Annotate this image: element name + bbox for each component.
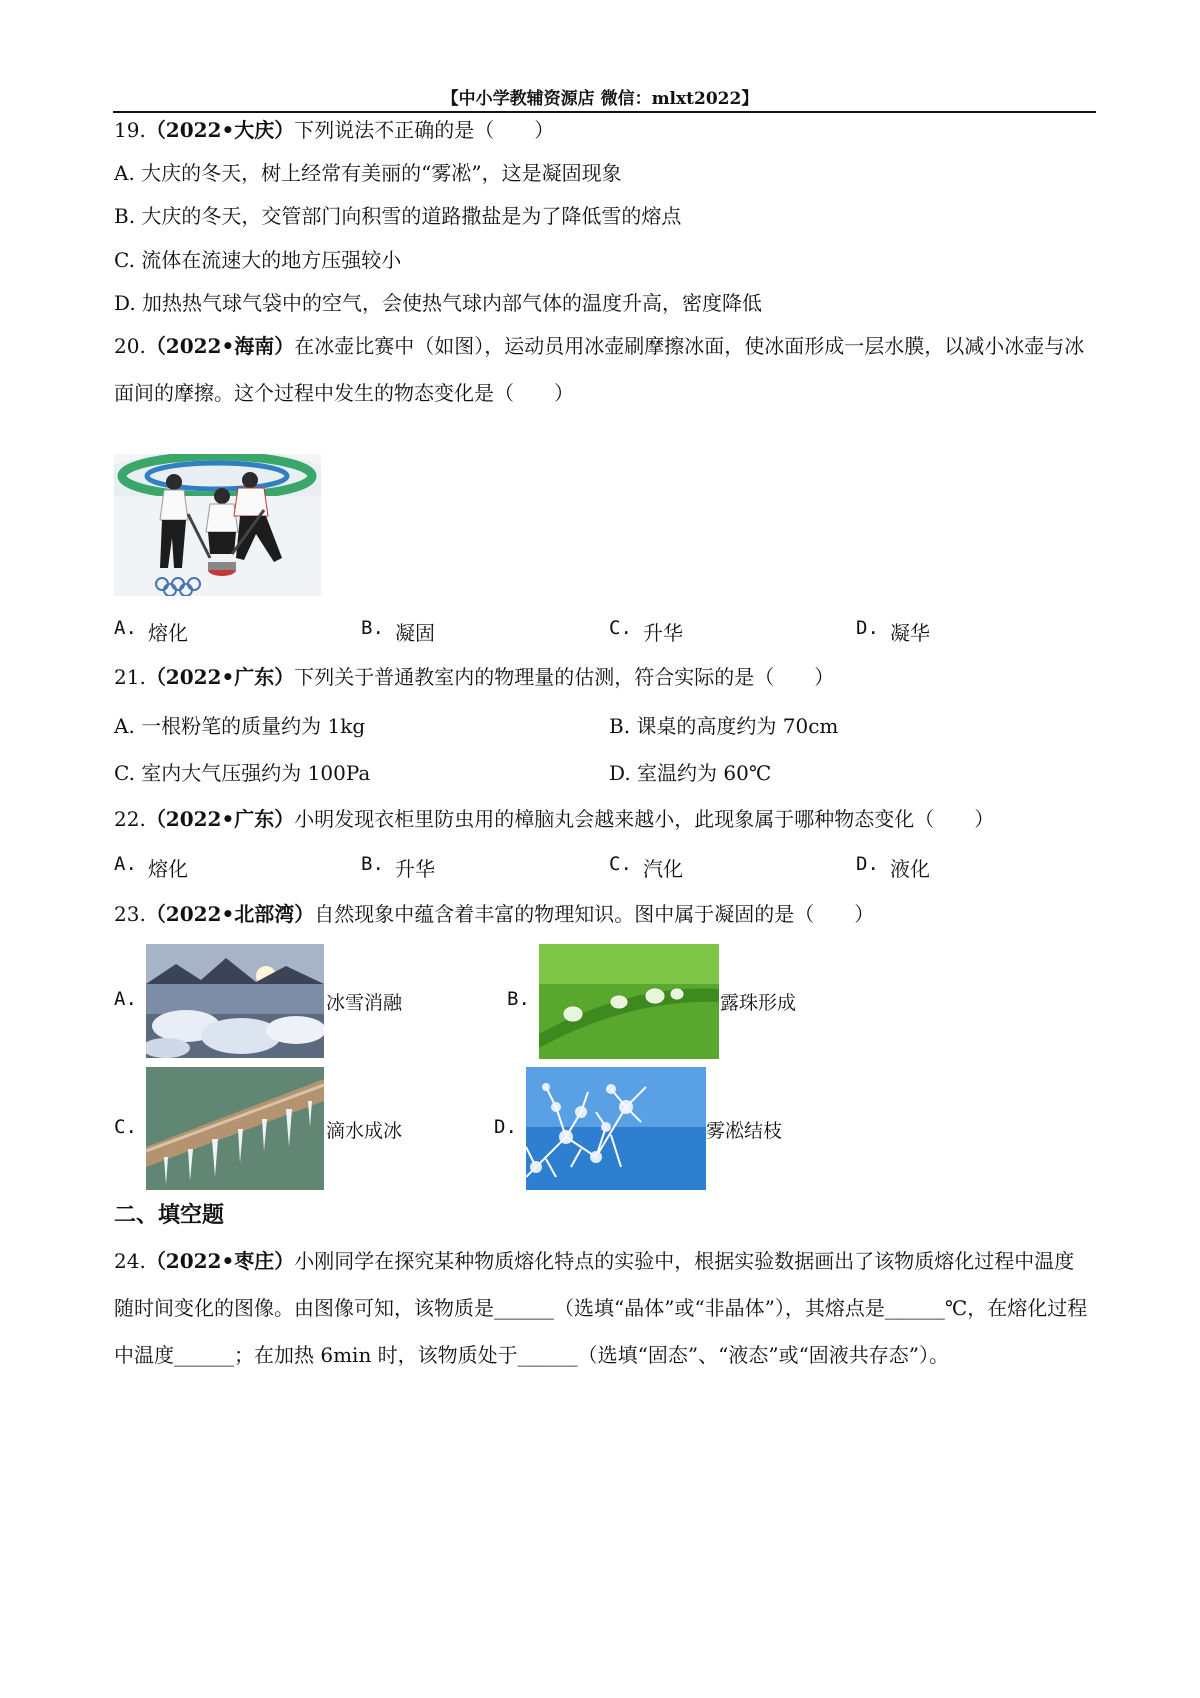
- question-22: [114, 806, 994, 832]
- question-number: 23.: [114, 902, 146, 926]
- q22-option-c-letter: C.: [609, 853, 632, 875]
- question-source: （2022•大庆）: [145, 118, 295, 142]
- question-source: （2022•海南）: [145, 334, 295, 358]
- question-number: 19.: [114, 118, 146, 142]
- q23-option-a-caption: 冰雪消融: [326, 992, 403, 1014]
- q19-option-b: B. 大庆的冬天，交管部门向积雪的道路撒盐是为了降低雪的熔点: [114, 204, 682, 228]
- question-23: [114, 901, 874, 927]
- q20-option-b-letter: B.: [361, 617, 384, 639]
- question-source: （2022•枣庄）: [145, 1249, 295, 1273]
- q23-option-d-caption: 雾凇结枝: [706, 1120, 783, 1142]
- q19-option-c: C. 流体在流速大的地方压强较小: [114, 248, 402, 272]
- q22-option-b-letter: B.: [361, 853, 384, 875]
- rime-photo: [526, 1067, 706, 1190]
- page-header: 【中小学教辅资源店 微信：mlxt2022】: [441, 89, 759, 109]
- curling-photo: [114, 454, 321, 596]
- question-source: （2022•广东）: [145, 665, 295, 689]
- icicles-image: [146, 1067, 324, 1190]
- question-number: 21.: [114, 665, 146, 689]
- q21-option-b: B. 课桌的高度约为 70cm: [609, 714, 839, 738]
- question-stem: 下列说法不正确的是（ ）: [294, 118, 555, 142]
- q20-option-d-text: 凝华: [890, 621, 930, 645]
- question-number: 24.: [114, 1249, 146, 1273]
- q22-option-a-letter: A.: [114, 853, 137, 875]
- q23-option-b-caption: 露珠形成: [720, 992, 797, 1014]
- q22-option-d-letter: D.: [856, 853, 879, 875]
- dew-drops-image: [539, 944, 719, 1059]
- q23-option-b-letter: B.: [507, 988, 530, 1010]
- question-21: [114, 664, 834, 690]
- section-title: 二、填空题: [114, 1203, 225, 1228]
- question-20: [114, 323, 1089, 417]
- header-divider: [113, 111, 1096, 113]
- q22-option-c-text: 汽化: [643, 857, 683, 881]
- q23-option-c-letter: C.: [114, 1116, 137, 1138]
- question-source: （2022•广东）: [145, 807, 295, 831]
- question-number: 20.: [114, 334, 146, 358]
- q20-option-c-text: 升华: [643, 621, 683, 645]
- icicles-photo: [146, 1067, 324, 1190]
- question-stem: 小明发现衣柜里防虫用的樟脑丸会越来越小，此现象属于哪种物态变化（ ）: [294, 807, 995, 831]
- q20-option-a-text: 熔化: [148, 621, 188, 645]
- q20-option-d-letter: D.: [856, 617, 879, 639]
- dew-drops-photo: [539, 944, 719, 1059]
- q22-option-b-text: 升华: [395, 857, 435, 881]
- q21-option-d: D. 室温约为 60℃: [609, 761, 772, 785]
- q23-option-c-caption: 滴水成冰: [326, 1120, 403, 1142]
- q21-option-a: A. 一根粉笔的质量约为 1kg: [114, 714, 366, 738]
- question-number: 22.: [114, 807, 146, 831]
- q20-option-b-text: 凝固: [395, 621, 435, 645]
- question-19: [114, 117, 554, 143]
- question-stem: 自然现象中蕴含着丰富的物理知识。图中属于凝固的是（ ）: [314, 902, 875, 926]
- q23-option-a-letter: A.: [114, 988, 137, 1010]
- melting-ice-image: [146, 944, 324, 1058]
- q19-option-d: D. 加热热气球气袋中的空气，会使热气球内部气体的温度升高，密度降低: [114, 291, 763, 315]
- question-stem: 小刚同学在探究某种物质熔化特点的实验中，根据实验数据画出了该物质熔化过程中温度随时间变化的图像。由图像可知，该物质是______（选填“晶体”或“非晶体”），其熔点是______℃，在熔化过程中温度______；在加热 6min 时，该物质处于______（选填“固态”、“液态”或“固液共存态”）。: [114, 1249, 1088, 1367]
- q23-option-d-letter: D.: [494, 1116, 517, 1138]
- curling-image: [114, 454, 321, 596]
- q19-option-a: A. 大庆的冬天，树上经常有美丽的“雾凇”，这是凝固现象: [114, 161, 622, 185]
- melting-ice-photo: [146, 944, 324, 1058]
- q20-option-a-letter: A.: [114, 617, 137, 639]
- q22-option-a-text: 熔化: [148, 857, 188, 881]
- question-stem: 下列关于普通教室内的物理量的估测，符合实际的是（ ）: [294, 665, 835, 689]
- question-stem: 在冰壶比赛中（如图），运动员用冰壶刷摩擦冰面，使冰面形成一层水膜，以减小冰壶与冰面间的摩擦。这个过程中发生的物态变化是（ ）: [114, 334, 1085, 405]
- q22-option-d-text: 液化: [890, 857, 930, 881]
- q21-option-c: C. 室内大气压强约为 100Pa: [114, 761, 371, 785]
- rime-image: [526, 1067, 706, 1190]
- question-24: [114, 1238, 1089, 1379]
- q20-option-c-letter: C.: [609, 617, 632, 639]
- question-source: （2022•北部湾）: [145, 902, 315, 926]
